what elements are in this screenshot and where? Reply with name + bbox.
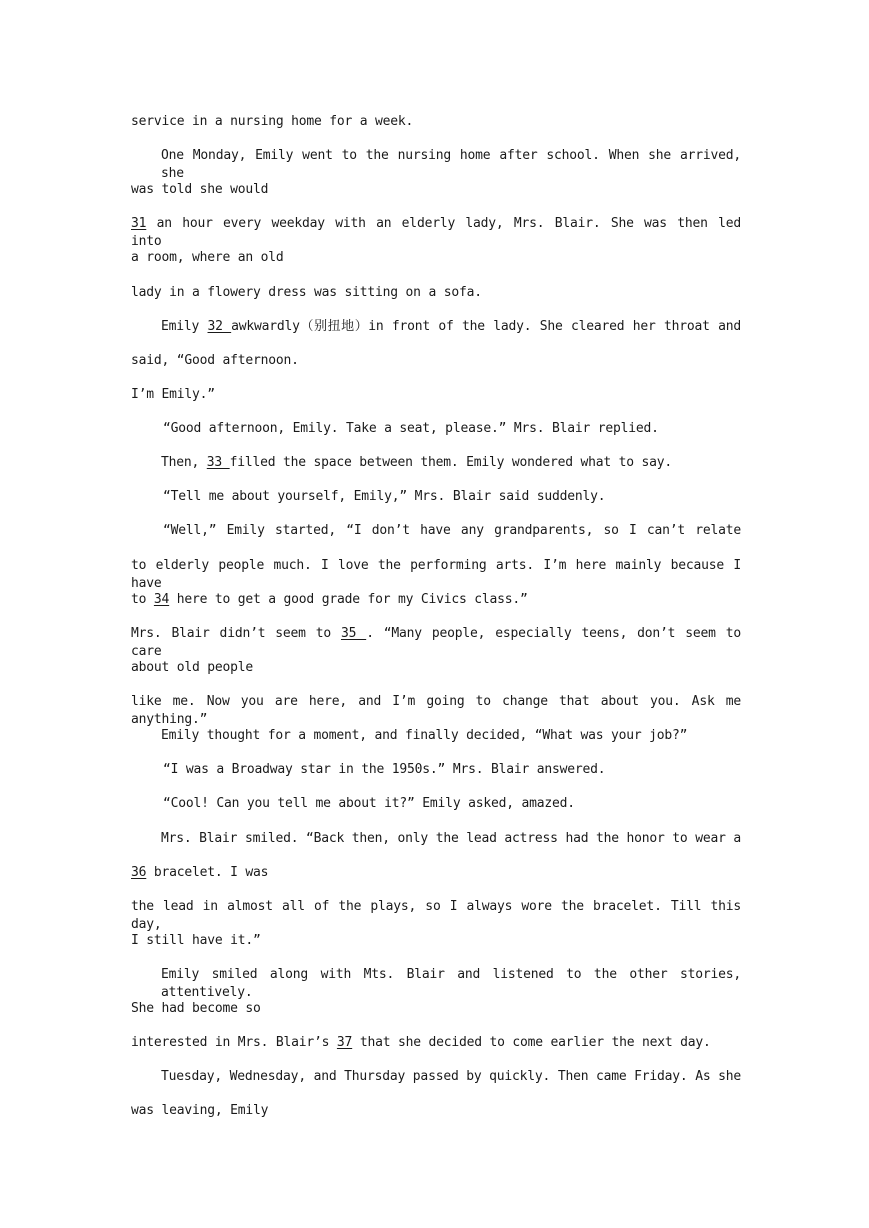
text-line: was told she would: [131, 182, 269, 197]
blank-31: 31: [131, 216, 147, 231]
text-line: “Good afternoon, Emily. Take a seat, please.” Mrs. Blair replied.: [163, 421, 659, 436]
text-segment: interested in Mrs. Blair’s: [131, 1035, 337, 1050]
text-line: [131, 1034, 741, 1052]
blank-33: 33: [206, 455, 230, 470]
blank-32: 32: [207, 319, 232, 334]
text-segment: Then,: [161, 455, 207, 470]
text-segment: to: [131, 592, 154, 607]
text-line: “I was a Broadway star in the 1950s.” Mrs. Blair answered.: [163, 762, 606, 777]
text-line: I’m Emily.”: [131, 387, 215, 402]
text-line: “Well,” Emily started, “I don’t have any grandparents, so I can’t relate: [163, 523, 741, 538]
text-line: was leaving, Emily: [131, 1103, 269, 1118]
blank-37: 37: [336, 1035, 353, 1050]
blank-34: 34: [153, 592, 170, 607]
text-line: service in a nursing home for a week.: [131, 114, 414, 129]
text-line: [161, 318, 741, 336]
text-segment: filled the space between them. Emily wondered what to say.: [229, 455, 673, 470]
text-line: [131, 625, 741, 661]
text-line: lady in a flowery dress was sitting on a sofa.: [131, 285, 482, 300]
text-line: One Monday, Emily went to the nursing home after school. When she arrived, she: [161, 148, 741, 181]
blank-35: 35: [340, 626, 367, 641]
blank-36: 36: [131, 865, 147, 880]
text-segment: . “Many people, especially teens, don’t seem to care: [131, 626, 741, 659]
text-segment: bracelet. I was: [146, 865, 269, 880]
text-segment: here to get a good grade for my Civics class.”: [169, 592, 528, 607]
text-segment: that she decided to come earlier the next day.: [352, 1035, 711, 1050]
text-segment: Emily: [161, 319, 208, 334]
text-line: Emily smiled along with Mts. Blair and listened to the other stories, attentively.: [161, 967, 741, 1000]
text-segment: Mrs. Blair didn’t seem to: [131, 626, 341, 641]
text-segment: an hour every weekday with an elderly lady, Mrs. Blair. She was then led into: [131, 216, 741, 249]
text-segment: awkwardly（别扭地）in front of the lady. She cleared her throat and: [231, 319, 741, 334]
text-line: “Cool! Can you tell me about it?” Emily asked, amazed.: [163, 796, 575, 811]
text-line: I still have it.”: [131, 933, 261, 948]
text-line: like me. Now you are here, and I’m going to change that about you. Ask me anything.”: [131, 694, 741, 727]
text-line: Emily thought for a moment, and finally decided, “What was your job?”: [161, 728, 688, 743]
text-line: She had become so: [131, 1001, 261, 1016]
text-line: [131, 215, 741, 251]
text-line: Mrs. Blair smiled. “Back then, only the lead actress had the honor to wear a: [161, 831, 741, 846]
text-line: to elderly people much. I love the performing arts. I’m here mainly because I have: [131, 558, 741, 591]
text-line: a room, where an old: [131, 250, 284, 265]
text-line: [131, 864, 741, 882]
text-line: the lead in almost all of the plays, so I always wore the bracelet. Till this day,: [131, 899, 741, 932]
text-line: [131, 591, 741, 609]
text-line: [161, 454, 741, 472]
text-line: about old people: [131, 660, 254, 675]
text-line: Tuesday, Wednesday, and Thursday passed by quickly. Then came Friday. As she: [161, 1069, 741, 1084]
text-line: said, “Good afternoon.: [131, 353, 299, 368]
text-line: “Tell me about yourself, Emily,” Mrs. Blair said suddenly.: [163, 489, 606, 504]
